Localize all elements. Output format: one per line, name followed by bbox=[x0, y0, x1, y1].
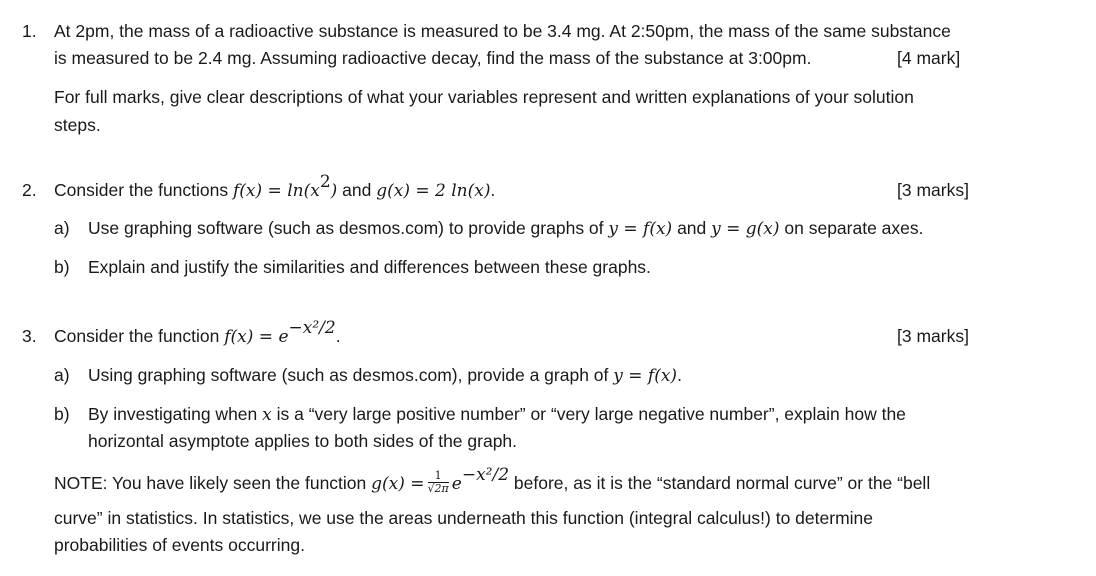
q2a-y-f: y = f(x) bbox=[608, 219, 673, 239]
q3a-y-f: y = f(x) bbox=[613, 366, 678, 386]
q2a-and: and bbox=[672, 218, 712, 238]
q3-note-fraction-denominator: √2π bbox=[427, 481, 449, 495]
q2-intro bbox=[54, 172, 496, 204]
q1-text-line1: At 2pm, the mass of a radioactive substance is measured to be 3.4 mg. At 2:50pm, the mass of the same substance bbox=[54, 21, 951, 41]
q2-intro-text: Consider the functions bbox=[54, 180, 233, 200]
q3-note-exponent: −x²/2 bbox=[461, 465, 510, 486]
q2a-y-g: y = g(x) bbox=[711, 219, 780, 239]
q3-note-g-definition: g(x) = bbox=[371, 474, 425, 494]
q3b-end: is a “very large positive number” or “very large negative number”, explain how the bbox=[271, 404, 906, 424]
q2b-label: b) bbox=[54, 257, 70, 277]
q2b-text: Explain and justify the similarities and differences between these graphs. bbox=[88, 257, 651, 277]
q3-intro bbox=[54, 318, 341, 350]
q2a-text-start: Use graphing software (such as desmos.com) to provide graphs of bbox=[88, 218, 609, 238]
q3-note-line3: probabilities of events occurring. bbox=[54, 535, 305, 555]
q3a-end: . bbox=[677, 365, 682, 385]
q3b-x-variable: x bbox=[262, 405, 272, 425]
q2a-text-end: on separate axes. bbox=[779, 218, 924, 238]
q3-intro-text: Consider the function bbox=[54, 326, 225, 346]
q3-period: . bbox=[335, 326, 341, 346]
q2a-label: a) bbox=[54, 218, 70, 238]
q2-and: and bbox=[337, 180, 377, 200]
q3b-start: By investigating when bbox=[88, 404, 263, 424]
q1-text-line2: is measured to be 2.4 mg. Assuming radioactive decay, find the mass of the substance at 3:00pm. bbox=[54, 48, 812, 68]
q2-g-definition: g(x) = 2 ln(x) bbox=[376, 181, 491, 201]
q3a-label: a) bbox=[54, 365, 70, 385]
q3a-text bbox=[88, 362, 682, 389]
q3b-text-line1 bbox=[88, 401, 906, 428]
q3b-label: b) bbox=[54, 404, 70, 424]
q1-marks: [4 mark] bbox=[897, 48, 961, 68]
q3-f-exponent: −x²/2 bbox=[288, 318, 336, 339]
q2-period: . bbox=[490, 180, 496, 200]
q3a-text-start: Using graphing software (such as desmos.com), provide a graph of bbox=[88, 365, 614, 385]
q3-note-start: NOTE: You have likely seen the function bbox=[54, 473, 372, 493]
q1-note-line2: steps. bbox=[54, 115, 101, 135]
q2a-text bbox=[88, 215, 924, 242]
q2-f-definition: f(x) = ln(x bbox=[233, 181, 320, 201]
q2-marks: [3 marks] bbox=[897, 180, 969, 200]
q1-number: 1. bbox=[22, 21, 37, 41]
q3-note-fraction-numerator: 1 bbox=[428, 470, 449, 483]
q2-f-close: ) bbox=[330, 181, 338, 201]
q3-note-e: e bbox=[451, 474, 462, 494]
q3-marks: [3 marks] bbox=[897, 326, 969, 346]
q3b-text-line2: horizontal asymptote applies to both sides of the graph. bbox=[88, 431, 518, 451]
q3-note-fraction bbox=[428, 470, 449, 495]
q2-number: 2. bbox=[22, 180, 37, 200]
q2-f-exponent: 2 bbox=[319, 172, 331, 193]
q3-note-line2: curve” in statistics. In statistics, we use the areas underneath this function (integral calculus!) to determine bbox=[54, 508, 873, 528]
q3-note-end: before, as it is the “standard normal curve” or the “bell bbox=[509, 473, 931, 493]
q3-f-definition: f(x) = e bbox=[224, 327, 289, 347]
q3-note-line1 bbox=[54, 465, 931, 497]
q3-number: 3. bbox=[22, 326, 37, 346]
q1-note-line1: For full marks, give clear descriptions of what your variables represent and written explanations of your solution bbox=[54, 87, 914, 107]
